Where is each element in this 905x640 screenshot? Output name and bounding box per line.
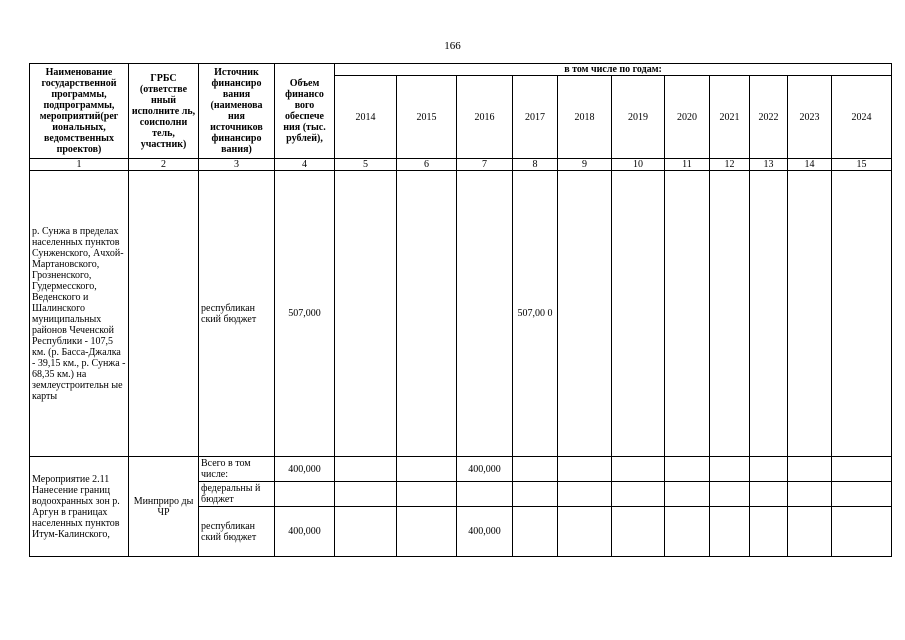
year-2020: 2020 [665, 76, 710, 159]
row1-source: республикан ский бюджет [199, 171, 275, 457]
column-number: 2 [129, 159, 199, 171]
page-number: 166 [444, 40, 461, 52]
year-2015: 2015 [397, 76, 457, 159]
row2-volume-republic: 400,000 [275, 507, 335, 557]
row2-2016-total: 400,000 [457, 457, 513, 482]
row1-2014 [335, 171, 397, 457]
row2-source-republic: республикан ский бюджет [199, 507, 275, 557]
year-2022: 2022 [750, 76, 788, 159]
row1-2019 [612, 171, 665, 457]
empty-cell [832, 482, 892, 507]
empty-cell [513, 507, 558, 557]
empty-cell [710, 457, 750, 482]
empty-cell [558, 457, 612, 482]
column-number: 10 [612, 159, 665, 171]
table-row [30, 171, 892, 457]
column-number: 6 [397, 159, 457, 171]
column-number: 1 [30, 159, 129, 171]
row2-volume-federal [275, 482, 335, 507]
year-2016: 2016 [457, 76, 513, 159]
row1-2021 [710, 171, 750, 457]
row1-2015 [397, 171, 457, 457]
header-volume: Объем финансо вого обеспече ния (тыс. рублей), [275, 64, 335, 159]
empty-cell [612, 482, 665, 507]
row1-name: р. Сунжа в пределах населенных пунктов Сунженского, Ачхой-Мартановского, Грозненского, Гудермесского, Веденского и Шалинского муниципальных районов Чеченской Республики - 107,5 км. (р. Басса-Джалка - 39,15 км., р. Сунжа - 68,35 км.) на землеустроительн ые карты [30, 171, 129, 457]
header-row [30, 64, 892, 76]
column-number: 5 [335, 159, 397, 171]
year-2021: 2021 [710, 76, 750, 159]
table-row [30, 457, 892, 482]
year-2024: 2024 [832, 76, 892, 159]
row2-2016-federal [457, 482, 513, 507]
year-2018: 2018 [558, 76, 612, 159]
empty-cell [335, 457, 397, 482]
header-grbs: ГРБС (ответстве нный исполните ль, соисполни тель, участник) [129, 64, 199, 159]
empty-cell [750, 457, 788, 482]
row1-2020 [665, 171, 710, 457]
row2-name: Мероприятие 2.11 Нанесение границ водоохранных зон р. Аргун в границах населенных пунктов Итум-Калинского, [30, 457, 129, 557]
column-number: 9 [558, 159, 612, 171]
empty-cell [832, 507, 892, 557]
column-number: 15 [832, 159, 892, 171]
column-number: 3 [199, 159, 275, 171]
empty-cell [335, 507, 397, 557]
empty-cell [513, 457, 558, 482]
column-number: 4 [275, 159, 335, 171]
budget-table [29, 63, 892, 557]
empty-cell [665, 482, 710, 507]
empty-cell [788, 507, 832, 557]
column-numbers-row [30, 159, 892, 171]
column-number: 7 [457, 159, 513, 171]
empty-cell [397, 457, 457, 482]
empty-cell [397, 482, 457, 507]
empty-cell [665, 507, 710, 557]
empty-cell [788, 457, 832, 482]
row2-volume-total: 400,000 [275, 457, 335, 482]
empty-cell [788, 482, 832, 507]
header-name: Наименование государственной программы, подпрограммы, мероприятий(рег иональных, ведомственных проектов) [30, 64, 129, 159]
row1-2022 [750, 171, 788, 457]
column-number: 14 [788, 159, 832, 171]
column-number: 13 [750, 159, 788, 171]
row1-2016 [457, 171, 513, 457]
empty-cell [397, 507, 457, 557]
empty-cell [558, 482, 612, 507]
row1-2017: 507,00 0 [513, 171, 558, 457]
header-source: Источник финансиро вания (наименова ния источников финансиро вания) [199, 64, 275, 159]
row2-source-federal: федеральны й бюджет [199, 482, 275, 507]
empty-cell [335, 482, 397, 507]
column-number: 12 [710, 159, 750, 171]
row1-2024 [832, 171, 892, 457]
year-2014: 2014 [335, 76, 397, 159]
empty-cell [832, 457, 892, 482]
row2-grbs: Минприро ды ЧР [129, 457, 199, 557]
header-by-years: в том числе по годам: [335, 64, 892, 76]
year-2023: 2023 [788, 76, 832, 159]
column-number: 8 [513, 159, 558, 171]
empty-cell [750, 507, 788, 557]
empty-cell [612, 507, 665, 557]
empty-cell [558, 507, 612, 557]
row1-volume: 507,000 [275, 171, 335, 457]
row2-2016-republic: 400,000 [457, 507, 513, 557]
year-2019: 2019 [612, 76, 665, 159]
empty-cell [513, 482, 558, 507]
empty-cell [612, 457, 665, 482]
year-2017: 2017 [513, 76, 558, 159]
empty-cell [710, 482, 750, 507]
empty-cell [750, 482, 788, 507]
row1-grbs [129, 171, 199, 457]
row2-source-total: Всего в том числе: [199, 457, 275, 482]
row1-2023 [788, 171, 832, 457]
column-number: 11 [665, 159, 710, 171]
empty-cell [710, 507, 750, 557]
empty-cell [665, 457, 710, 482]
row1-2018 [558, 171, 612, 457]
